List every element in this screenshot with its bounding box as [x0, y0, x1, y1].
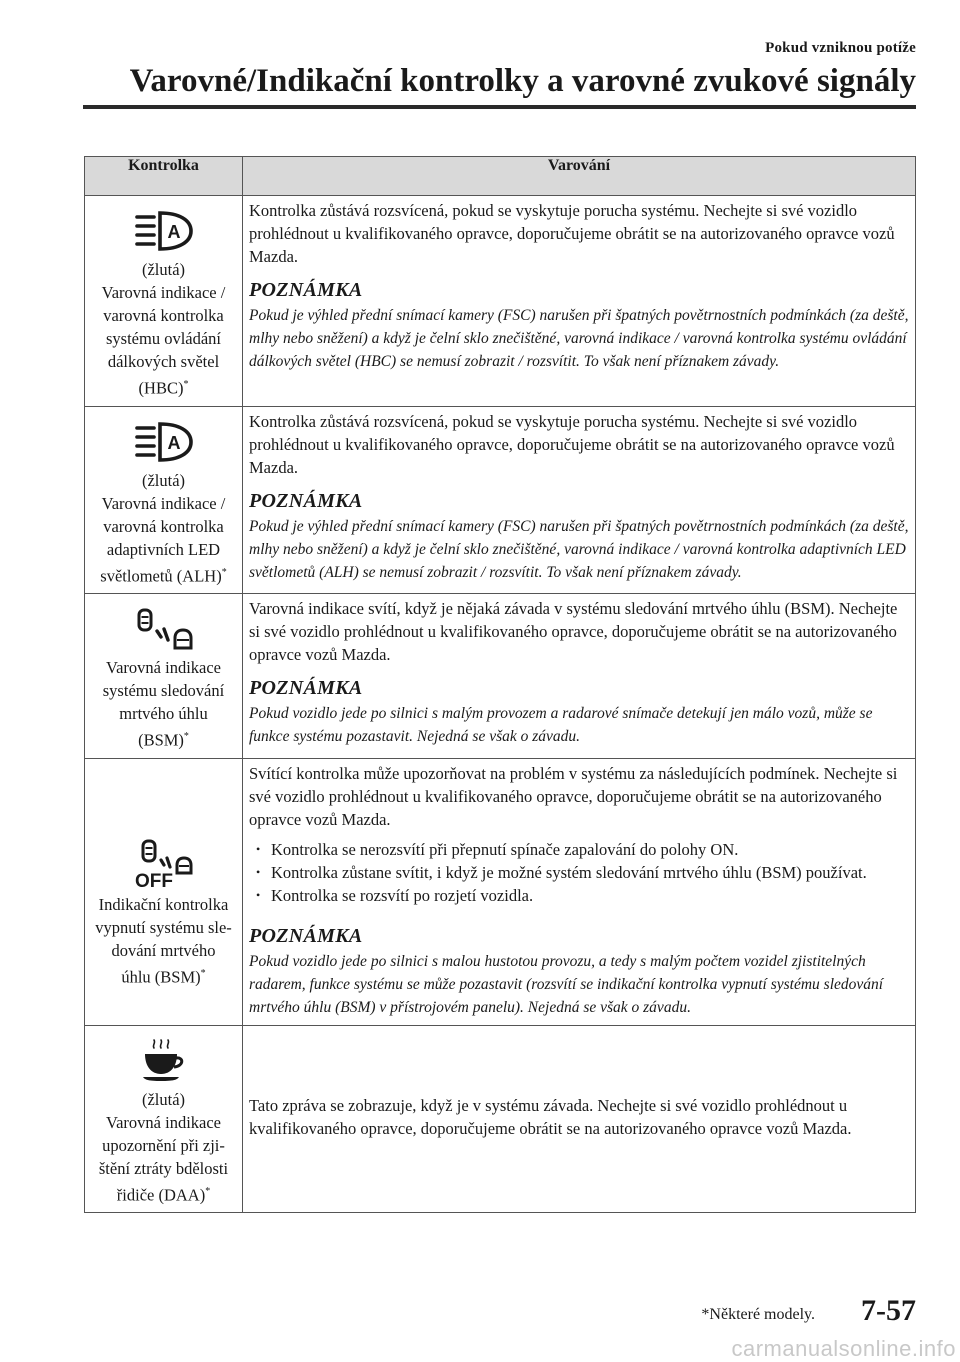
indicator-label-line: úhlu (BSM)*	[121, 967, 206, 986]
indicator-label-line: (BSM)*	[138, 730, 189, 750]
adaptive-led-headlight-warning-icon	[133, 419, 195, 465]
indicator-label-line: varovná kontrolka	[103, 516, 224, 536]
warning-cell	[243, 406, 916, 594]
indicator-label-line: systému ovládání	[105, 329, 222, 348]
table-row	[85, 1025, 916, 1213]
indicator-label-line: dálkových světel	[107, 352, 220, 371]
footnote: *Některé modely.	[701, 1306, 815, 1323]
table-row	[85, 196, 916, 407]
indicator-label-line: (HBC)*	[138, 378, 189, 398]
note-text: Pokud vozidlo jede po silnici s malým provozem a radarové snímače detekují jen málo vozů, může se funkce systému pozastavit. Nejedná se však o závadu.	[249, 705, 873, 745]
indicator-cell	[85, 594, 243, 759]
footnote-asterisk: *	[200, 967, 206, 979]
indicator-cell	[85, 1025, 243, 1213]
blind-spot-monitoring-off-icon	[131, 839, 197, 889]
indicator-label-line: Indikační kontrolka	[98, 894, 229, 914]
indicator-label-line: varovná kontrolka	[103, 306, 224, 325]
page-number: 7-57	[861, 1294, 916, 1327]
watermark: carmanualsonline.info	[731, 1336, 956, 1361]
indicator-color: (žlutá)	[141, 1089, 186, 1109]
note-heading: POZNÁMKA	[249, 924, 363, 947]
column-header-varovani: Varování	[243, 157, 916, 196]
warning-description: Svítící kontrolka může upozorňovat na problém v systému za následujících podmínek. Nechejte si své vozidlo prohlédnout u kvalifikovaného opravce, doporučujeme obrátit se na autorizovaného opravce vozů Mazda.	[249, 763, 898, 829]
indicator-label-line: Varovná indikace /	[101, 493, 226, 513]
indicator-label-line: adaptivních LED	[106, 539, 221, 559]
driver-attention-alert-coffee-icon	[140, 1038, 188, 1084]
indicator-cell	[85, 196, 243, 407]
high-beam-control-warning-icon	[133, 208, 195, 254]
note-text: Pokud je výhled přední snímací kamery (FSC) narušen při špatných povětrnostních podmínkách (za deště, mlhy nebo sněžení) a když je čelní sklo znečištěné, varovná indikace / varovná kontrolka systému ovládání dálkových světel (HBC) se nemusí zobrazit / rozsvítit. To však není příznakem závady.	[249, 307, 909, 370]
footnote-asterisk: *	[205, 1185, 211, 1197]
warning-description: Kontrolka zůstává rozsvícená, pokud se vyskytuje porucha systému. Nechejte si své vozidlo prohlédnout u kvalifikovaného opravce, doporučujeme obrátit se na autorizovaného opravce vozů Mazda.	[249, 411, 895, 477]
indicator-color: (žlutá)	[141, 260, 186, 279]
indicator-color: (žlutá)	[141, 470, 186, 490]
warning-description: Tato zpráva se zobrazuje, když je v systému závada. Nechejte si své vozidlo prohlédnout u kvalifikovaného opravce, doporučujeme obrátit se na autorizovaného opravce vozů Mazda.	[249, 1096, 852, 1139]
blind-spot-monitoring-warning-icon	[131, 606, 197, 652]
table-header-row	[85, 157, 916, 196]
svg-text:A: A	[167, 222, 180, 242]
table-row	[85, 594, 916, 759]
indicator-label-line: systému sledování	[102, 681, 225, 700]
header-rule	[83, 105, 916, 109]
page-title: Varovné/Indikační kontrolky a varovné zvukové signály	[129, 63, 916, 99]
warning-cell	[243, 196, 916, 407]
table-row	[85, 406, 916, 594]
indicator-cell	[85, 406, 243, 594]
note-heading: POZNÁMKA	[249, 279, 363, 301]
warning-cell	[243, 594, 916, 759]
footnote-asterisk: *	[183, 731, 189, 742]
list-item: • Kontrolka zůstane svítit, i když je možné systém sledování mrtvého úhlu (BSM) používat.	[249, 861, 909, 884]
indicator-label-line: upozornění při zji-	[102, 1135, 225, 1155]
list-item: • Kontrolka se rozsvítí po rozjetí vozidla.	[249, 884, 909, 907]
condition-list	[249, 838, 909, 907]
column-header-kontrolka: Kontrolka	[85, 157, 243, 196]
footnote-asterisk: *	[183, 379, 189, 390]
indicator-label-line: Varovná indikace /	[101, 283, 226, 302]
section-title: Pokud vzniknou potíže	[765, 40, 916, 56]
svg-text:OFF: OFF	[134, 870, 173, 889]
warning-description: Varovná indikace svítí, když je nějaká závada v systému sledování mrtvého úhlu (BSM). Nechejte si své vozidlo prohlédnout u kvalifikovaného opravce, doporučujeme obrátit se na autorizovaného opravce vozů Mazda.	[249, 599, 898, 664]
table-row	[85, 758, 916, 1025]
note-text: Pokud je výhled přední snímací kamery (FSC) narušen při špatných povětrnostních podmínkách (za deště, mlhy nebo sněžení) a když je čelní sklo znečištěné, varovná indikace / varovná kontrolka adaptivních LED světlometů (ALH) se nemusí zobrazit / rozsvítit. To však není příznakem závady.	[249, 517, 909, 581]
svg-text:A: A	[167, 432, 180, 453]
warning-cell	[243, 758, 916, 1025]
indicator-label-line: Varovná indikace	[106, 1112, 221, 1132]
indicator-label-line: světlometů (ALH)*	[100, 566, 227, 585]
page-footer	[0, 1294, 960, 1334]
indicator-label-line: dování mrtvého	[111, 940, 216, 960]
indicator-label-line: štění ztráty bdělosti	[98, 1158, 229, 1178]
indicator-label-line: mrtvého úhlu	[119, 704, 208, 723]
indicator-label-line: vypnutí systému sle-	[95, 917, 232, 937]
indicator-label-line: Varovná indikace	[106, 658, 221, 677]
warning-cell	[243, 1025, 916, 1213]
note-text: Pokud vozidlo jede po silnici s malou hustotou provozu, a tedy s malým počtem vozidel zjistitelných radarem, funkce systému se může pozastavit (rozsvítí se indikační kontrolka vypnutí systému sledování mrtvého úhlu (BSM) v přístrojovém panelu). Nejedná se však o závadu.	[249, 952, 884, 1016]
note-heading: POZNÁMKA	[249, 677, 363, 699]
indicator-label-line: řidiče (DAA)*	[116, 1185, 211, 1204]
footnote-asterisk: *	[221, 566, 227, 578]
note-heading: POZNÁMKA	[249, 489, 363, 512]
page-header	[83, 40, 916, 109]
list-item: • Kontrolka se nerozsvítí při přepnutí spínače zapalování do polohy ON.	[249, 838, 909, 861]
warning-description: Kontrolka zůstává rozsvícená, pokud se vyskytuje porucha systému. Nechejte si své vozidlo prohlédnout u kvalifikovaného opravce, doporučujeme obrátit se na autorizovaného opravce vozů Mazda.	[249, 201, 895, 266]
indicator-cell	[85, 758, 243, 1025]
warning-lights-table	[84, 156, 916, 1213]
